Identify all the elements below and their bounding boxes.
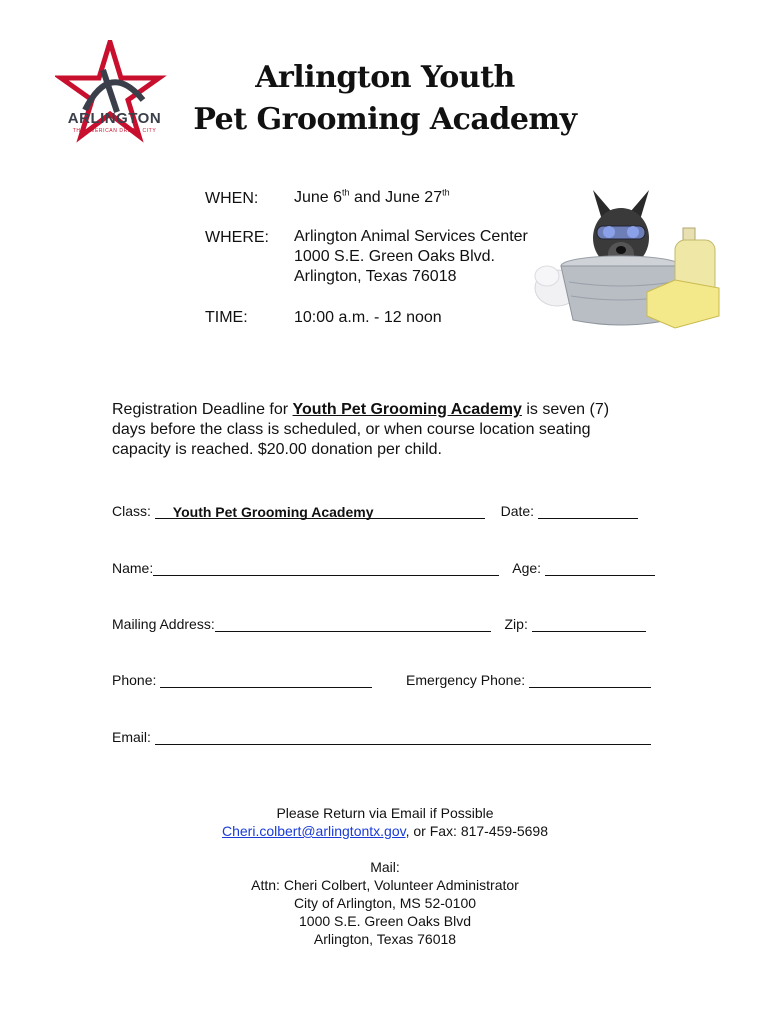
- mail-city-state: Arlington, Texas 76018: [313, 931, 457, 947]
- title-line-1: Arlington Youth: [255, 60, 515, 95]
- title-line-2: Pet Grooming Academy: [193, 102, 577, 137]
- phone-label: Phone:: [112, 672, 161, 688]
- footer: [180, 804, 590, 948]
- mailing-row: [112, 616, 646, 632]
- class-row: [112, 503, 638, 519]
- class-label: Class:: [112, 503, 155, 519]
- mail-street: 1000 S.E. Green Oaks Blvd: [299, 913, 471, 929]
- logo-tagline: THE AMERICAN DREAM CITY: [72, 128, 157, 134]
- registration-paragraph: [112, 400, 642, 460]
- time-label: TIME:: [205, 309, 248, 326]
- date-label: Date:: [500, 503, 538, 519]
- email-field[interactable]: [155, 730, 651, 745]
- mail-label: Mail:: [370, 859, 400, 875]
- dog-in-bath-tub-image-icon: [525, 170, 745, 335]
- date-field[interactable]: [538, 504, 638, 519]
- contact-line: [180, 822, 590, 840]
- mail-city: City of Arlington, MS 52-0100: [293, 895, 477, 911]
- age-label: Age:: [512, 560, 545, 576]
- name-field[interactable]: [153, 561, 499, 576]
- where-label: WHERE:: [205, 229, 269, 246]
- where-line-3: Arlington, Texas 76018: [294, 268, 457, 285]
- zip-field[interactable]: [532, 617, 646, 632]
- logo-wordmark: ARLINGTON: [67, 110, 162, 127]
- name-row: [112, 560, 655, 576]
- time-value: 10:00 a.m. - 12 noon: [294, 309, 442, 326]
- zip-label: Zip:: [504, 616, 532, 632]
- registration-program-name: Youth Pet Grooming Academy: [292, 401, 522, 418]
- registration-details: is seven (7) days before the class is scheduled, or when course location seating capacity is reached. $20.00 donation per child.: [112, 401, 610, 458]
- email-label: Email:: [112, 729, 155, 745]
- when-label: WHEN:: [205, 190, 259, 207]
- mailing-address-field[interactable]: [215, 617, 491, 632]
- where-line-1: Arlington Animal Services Center: [294, 228, 528, 245]
- when-value: June 6th and June 27th: [294, 187, 450, 206]
- mail-attn: Attn: Cheri Colbert, Volunteer Administrator: [251, 877, 519, 893]
- emergency-phone-field[interactable]: [529, 673, 651, 688]
- contact-email-link[interactable]: Cheri.colbert@arlingtontx.gov: [221, 823, 406, 839]
- name-label: Name:: [112, 560, 154, 576]
- return-instructions: Please Return via Email if Possible: [276, 805, 494, 821]
- class-value: Youth Pet Grooming Academy: [172, 504, 374, 520]
- emergency-phone-label: Emergency Phone:: [406, 672, 530, 688]
- where-value: [294, 227, 528, 287]
- registration-intro: Registration Deadline for: [112, 401, 293, 418]
- fax-text: , or Fax: 817-459-5698: [405, 823, 548, 839]
- class-field[interactable]: [155, 504, 485, 519]
- email-row: [112, 729, 651, 745]
- phone-row: [112, 672, 651, 688]
- mailing-address-label: Mailing Address:: [112, 616, 215, 632]
- phone-field[interactable]: [160, 673, 372, 688]
- where-line-2: 1000 S.E. Green Oaks Blvd.: [294, 248, 495, 265]
- age-field[interactable]: [545, 561, 655, 576]
